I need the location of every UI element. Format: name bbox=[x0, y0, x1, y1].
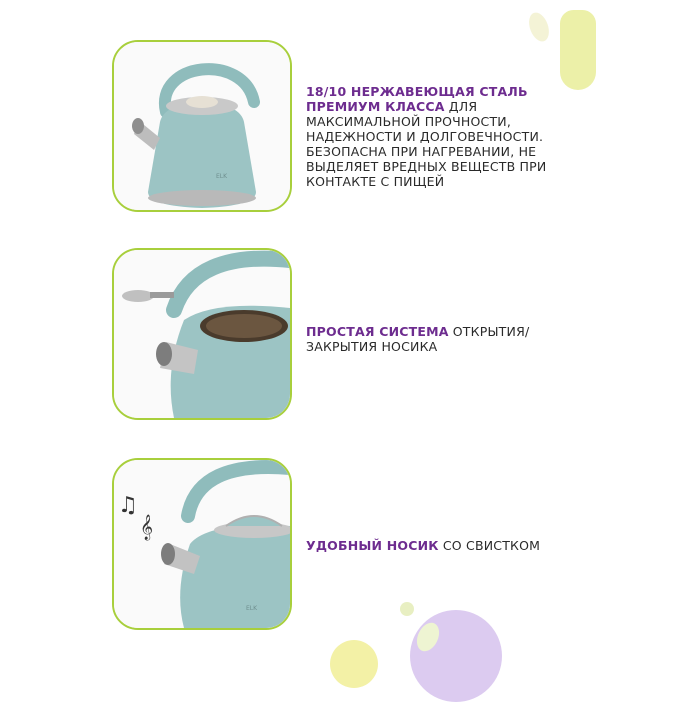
feature-description-2: ОТКРЫТИЯ/ ЗАКРЫТИЯ НОСИКА bbox=[306, 324, 530, 354]
kettle-spout-open-icon bbox=[114, 250, 290, 418]
feature-highlight-1: 18/10 НЕРЖАВЕЮЩАЯ СТАЛЬ ПРЕМИУМ КЛАССА bbox=[306, 84, 528, 114]
feature-description-3: СО СВИСТКОМ bbox=[438, 538, 541, 553]
feature-highlight-3: УДОБНЫЙ НОСИК bbox=[306, 538, 439, 553]
deco-leaf-top-right bbox=[525, 10, 552, 44]
svg-text:ELK: ELK bbox=[246, 605, 258, 612]
feature-highlight-2: ПРОСТАЯ СИСТЕМА bbox=[306, 324, 449, 339]
feature-description-1: ДЛЯ МАКСИМАЛЬНОЙ ПРОЧНОСТИ, НАДЕЖНОСТИ И ДОЛГОВЕЧНОСТИ. БЕЗОПАСНА ПРИ НАГРЕВАНИИ, НЕ ВЫДЕЛЯЕТ ВРЕДНЫХ ВЕЩЕСТВ ПРИ КОНТАКТЕ С ПИЩЕЙ bbox=[306, 99, 547, 189]
feature-text-1 bbox=[306, 84, 566, 189]
treble-clef-icon: 𝄞 bbox=[140, 515, 154, 540]
deco-fruit-bottom-yellow bbox=[330, 640, 378, 688]
kettle-whistle-icon bbox=[114, 460, 290, 628]
music-note-icon: ♫ bbox=[118, 493, 138, 518]
feature-image-frame-1 bbox=[112, 40, 292, 212]
feature-text-2 bbox=[306, 324, 566, 354]
svg-text:ELK: ELK bbox=[216, 173, 228, 180]
feature-image-frame-3 bbox=[112, 458, 292, 630]
feature-image-frame-2 bbox=[112, 248, 292, 420]
deco-fruit-bottom-lavender bbox=[410, 610, 502, 702]
deco-fruit-top-right bbox=[560, 10, 596, 90]
feature-text-3 bbox=[306, 538, 566, 553]
kettle-full-icon bbox=[114, 42, 290, 210]
deco-leaf-bottom bbox=[400, 602, 414, 616]
